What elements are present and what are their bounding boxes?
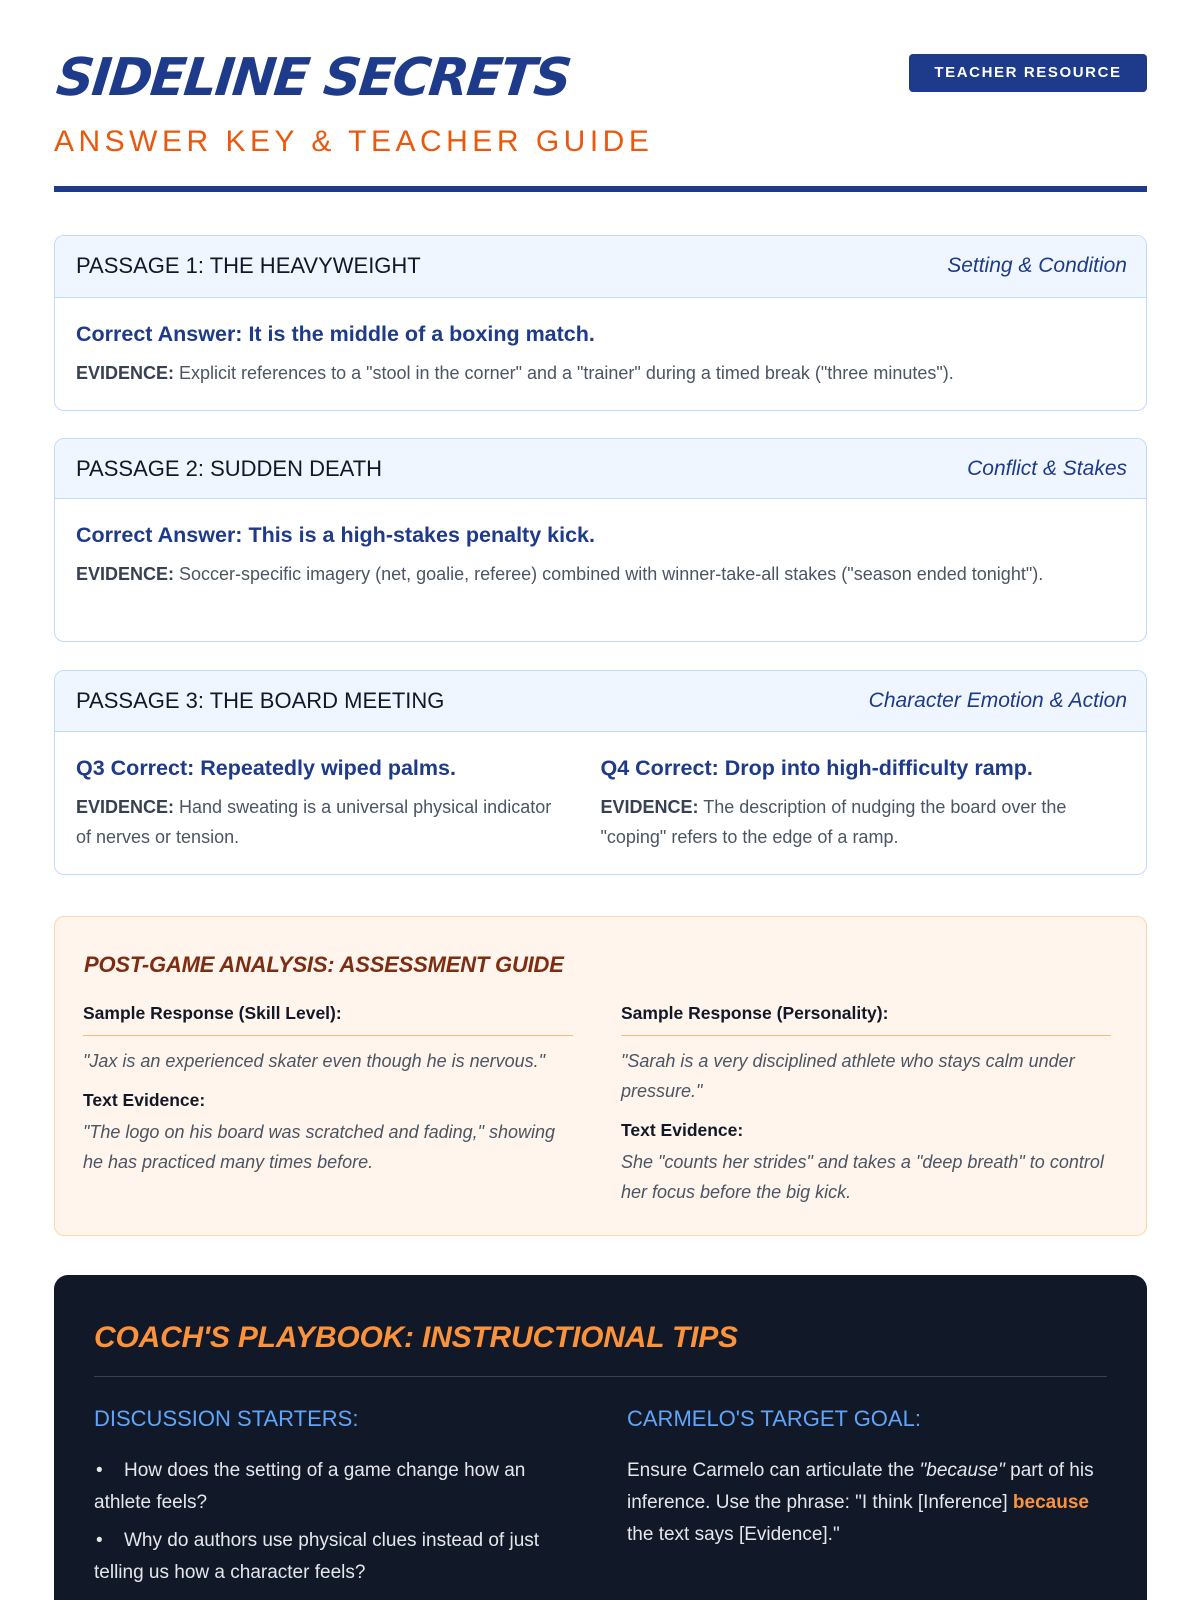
coaches-playbook-panel bbox=[54, 1275, 1147, 1600]
list-item: • Why do authors use physical clues instead of just telling us how a character feels? bbox=[94, 1525, 574, 1589]
q3-evidence-text bbox=[76, 792, 563, 852]
evidence-text bbox=[76, 358, 1125, 388]
page-header bbox=[54, 0, 1147, 192]
answer-key-page bbox=[53, 0, 1147, 1583]
correct-answer: Correct Answer: This is a high-stakes penalty kick. bbox=[76, 523, 595, 547]
goal-emphasis: "because" bbox=[919, 1460, 1005, 1481]
evidence-body: Hand sweating is a universal physical indicator of nerves or tension. bbox=[76, 797, 552, 847]
passage-title: PASSAGE 1: THE HEAVYWEIGHT bbox=[76, 253, 421, 278]
evidence-label: EVIDENCE: bbox=[76, 797, 175, 817]
page-subtitle: ANSWER KEY & TEACHER GUIDE bbox=[54, 125, 654, 158]
passage-card-header bbox=[55, 439, 1146, 499]
goal-highlight: because bbox=[1012, 1492, 1089, 1513]
page-title: SIDELINE SECRETS bbox=[53, 48, 573, 108]
discussion-starters-heading: DISCUSSION STARTERS: bbox=[94, 1406, 359, 1431]
q4-evidence-text bbox=[601, 792, 1126, 852]
personality-column bbox=[621, 1003, 1111, 1207]
playbook-title: COACH'S PLAYBOOK: INSTRUCTIONAL TIPS bbox=[94, 1321, 738, 1354]
passage-title: PASSAGE 2: SUDDEN DEATH bbox=[76, 456, 383, 481]
target-goal-heading: CARMELO'S TARGET GOAL: bbox=[627, 1406, 921, 1431]
teacher-resource-badge: TEACHER RESOURCE bbox=[909, 54, 1147, 92]
goal-text-part: part of his inference. Use the phrase: "I think [Inference] bbox=[627, 1460, 1094, 1513]
goal-text-part: Ensure Carmelo can articulate the bbox=[627, 1460, 920, 1481]
text-evidence: She "counts her strides" and takes a "deep breath" to control her focus before the big kick. bbox=[621, 1152, 1104, 1202]
evidence-body: Soccer-specific imagery (net, goalie, referee) combined with winner-take-all stakes ("season ended tonight"). bbox=[179, 564, 1044, 584]
evidence-text bbox=[76, 559, 1125, 589]
passage-card-header bbox=[55, 671, 1146, 732]
q4-column bbox=[601, 754, 1126, 852]
passage-card-2 bbox=[54, 438, 1147, 642]
playbook-divider bbox=[94, 1376, 1107, 1377]
list-item: • How does the setting of a game change how an athlete feels? bbox=[94, 1455, 574, 1519]
assessment-guide-title: POST-GAME ANALYSIS: ASSESSMENT GUIDE bbox=[84, 952, 564, 977]
target-goal-text bbox=[627, 1455, 1107, 1551]
q3-column bbox=[76, 754, 601, 852]
text-evidence-label: Text Evidence: bbox=[621, 1120, 744, 1140]
passage-card-body bbox=[55, 499, 1146, 589]
passage-card-1 bbox=[54, 235, 1147, 411]
discussion-starters-list bbox=[94, 1455, 574, 1589]
evidence-body: Explicit references to a "stool in the corner" and a "trainer" during a timed break ("three minutes"). bbox=[179, 363, 954, 383]
skill-level-column bbox=[83, 1003, 573, 1177]
q3-correct-answer: Q3 Correct: Repeatedly wiped palms. bbox=[76, 756, 456, 780]
passage-card-body bbox=[55, 298, 1146, 388]
target-goal-column bbox=[627, 1405, 1107, 1551]
text-evidence-label: Text Evidence: bbox=[83, 1090, 206, 1110]
passage-title: PASSAGE 3: THE BOARD MEETING bbox=[76, 688, 445, 713]
passage-card-body bbox=[55, 732, 1146, 852]
passage-skill-tag: Character Emotion & Action bbox=[868, 689, 1127, 712]
sample-response-quote: "Jax is an experienced skater even though he is nervous." bbox=[83, 1051, 546, 1071]
discussion-starters-column bbox=[94, 1405, 574, 1595]
text-evidence: "The logo on his board was scratched and fading," showing he has practiced many times before. bbox=[83, 1122, 556, 1172]
evidence-label: EVIDENCE: bbox=[76, 564, 175, 584]
passage-skill-tag: Conflict & Stakes bbox=[967, 457, 1127, 480]
passage-card-3 bbox=[54, 670, 1147, 875]
assessment-guide-panel bbox=[54, 916, 1147, 1236]
evidence-label: EVIDENCE: bbox=[76, 363, 175, 383]
sample-response-label: Sample Response (Personality): bbox=[621, 1003, 1111, 1036]
q4-correct-answer: Q4 Correct: Drop into high-difficulty ramp. bbox=[600, 756, 1033, 780]
sample-response-label: Sample Response (Skill Level): bbox=[83, 1003, 573, 1036]
passage-card-header bbox=[55, 236, 1146, 298]
correct-answer: Correct Answer: It is the middle of a boxing match. bbox=[76, 322, 595, 346]
sample-response-quote: "Sarah is a very disciplined athlete who stays calm under pressure." bbox=[621, 1051, 1075, 1101]
passage-skill-tag: Setting & Condition bbox=[947, 254, 1127, 277]
evidence-body: The description of nudging the board over the "coping" refers to the edge of a ramp. bbox=[600, 797, 1067, 847]
goal-text-part: the text says [Evidence]." bbox=[627, 1524, 840, 1545]
evidence-label: EVIDENCE: bbox=[600, 797, 699, 817]
